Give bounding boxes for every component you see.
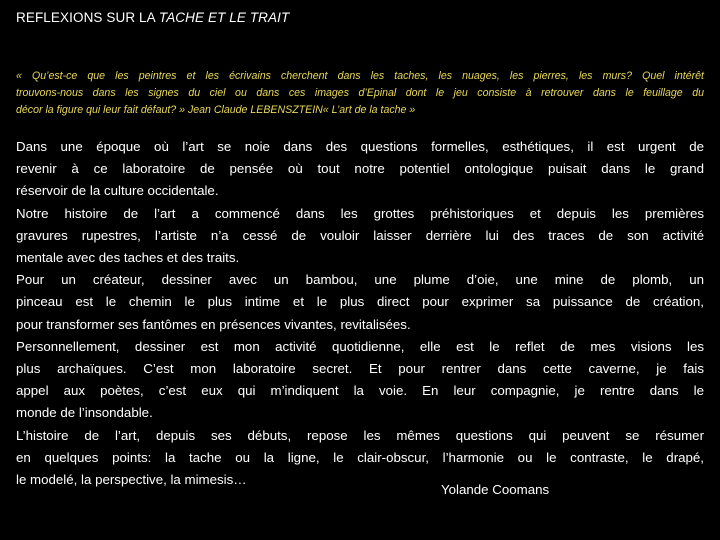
quote-line: trouvons-nous dans les signes du ciel ou dans ces images d’Epinal dont le jeu consiste à retrouver dans le feuillage du [16,87,704,99]
epigraph-quote [16,68,704,119]
quote-line: décor la figure qui leur fait défaut? » Jean Claude LEBENSZTEIN« L’art de la tache » [16,104,416,116]
title-italic: TACHE ET LE TRAIT [158,10,290,25]
body-line: L’histoire de l’art, depuis ses débuts, repose les mêmes questions qui peuvent se résumer [16,427,704,443]
quote-line: « Qu’est-ce que les peintres et les écrivains cherchent dans les taches, les nuages, les pierres, les murs? Quel intérêt [16,70,704,82]
body-line: appel aux poètes, c’est eux qui m’indiquent la voie. En leur compagnie, je rentre dans le [16,383,704,399]
body-line: Personnellement, dessiner est mon activité quotidienne, elle est le reflet de mes visions les [16,338,704,354]
body-line: le modelé, la perspective, la mimesis… [16,472,247,488]
essay-body [16,136,704,491]
body-line: pinceau est le chemin le plus intime et le plus direct pour exprimer sa puissance de création, [16,294,704,310]
body-line: réservoir de la culture occidentale. [16,183,219,199]
body-line: Dans une époque où l’art se noie dans des questions formelles, esthétiques, il est urgent de [16,139,704,154]
body-line: pour transformer ses fantômes en présences vivantes, revitalisées. [16,316,411,332]
title-prefix: REFLEXIONS SUR LA [16,10,159,25]
author-signature: Yolande Coomans [441,482,550,497]
body-line: revenir à ce laboratoire de pensée où tout notre potentiel ontologique puisait dans le grand [16,161,704,177]
body-line: plus archaïques. C’est mon laboratoire secret. Et pour rentrer dans cette caverne, je fais [16,361,704,377]
body-line: en quelques points: la tache ou la ligne, le clair-obscur, l’harmonie ou le contraste, le drapé, [16,449,704,465]
body-line: Pour un créateur, dessiner avec un bambou, une plume d’oie, une mine de plomb, un [16,272,704,288]
body-line: gravures rupestres, l’artiste n’a cessé de vouloir laisser derrière lui des traces de son activité [16,227,704,243]
body-line: Notre histoire de l’art a commencé dans les grottes préhistoriques et depuis les premières [16,205,704,221]
body-line: mentale avec des taches et des traits. [16,250,240,266]
page-title [16,10,289,25]
body-line: monde de l’insondable. [16,405,153,421]
